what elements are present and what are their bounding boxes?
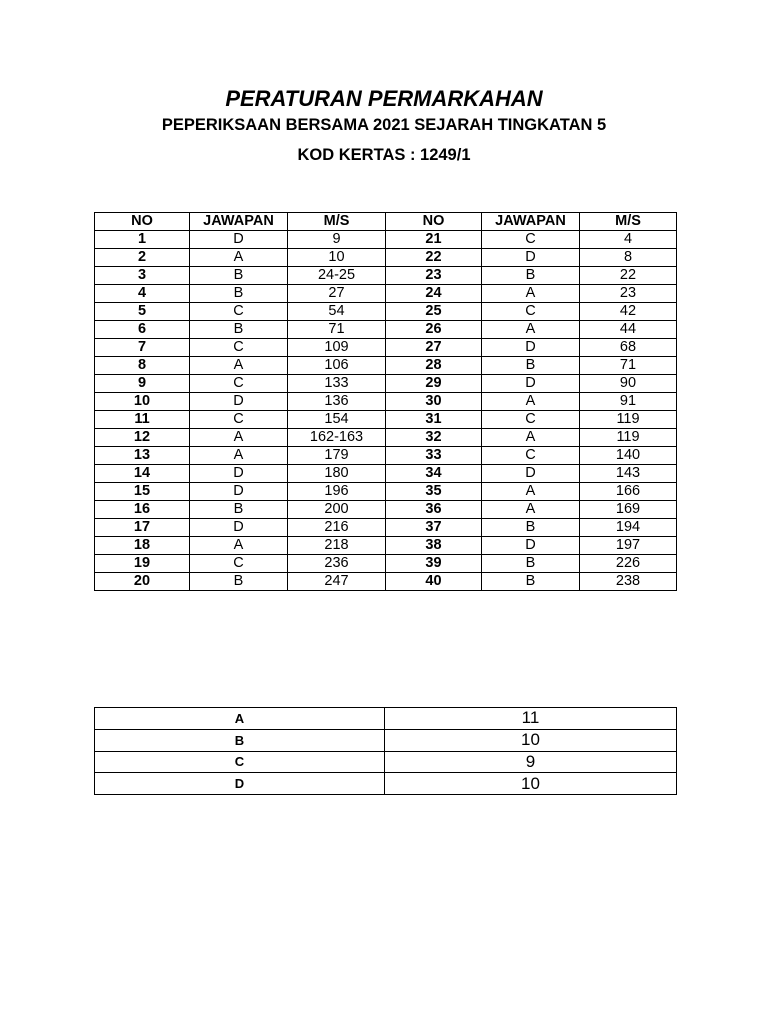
question-number: 12 [95,429,190,447]
table-row [95,321,677,339]
answer-letter: A [482,285,580,303]
answer-letter: B [482,555,580,573]
question-number: 16 [95,501,190,519]
summary-row [95,708,677,730]
table-row [95,357,677,375]
table-row [95,339,677,357]
page-reference: 154 [288,411,386,429]
answer-letter: B [482,267,580,285]
page-reference: 44 [580,321,677,339]
page-reference: 216 [288,519,386,537]
summary-row [95,773,677,795]
page-reference: 9 [288,231,386,249]
answer-letter: A [190,429,288,447]
question-number: 13 [95,447,190,465]
answer-letter: C [482,447,580,465]
answer-letter: A [190,447,288,465]
answer-count: 10 [385,729,677,751]
table-header-row [95,213,677,231]
question-number: 36 [386,501,482,519]
page-reference: 71 [288,321,386,339]
question-number: 21 [386,231,482,249]
answer-letter: B [482,519,580,537]
question-number: 30 [386,393,482,411]
question-number: 14 [95,465,190,483]
page-reference: 24-25 [288,267,386,285]
question-number: 32 [386,429,482,447]
question-number: 38 [386,537,482,555]
answer-letter: C [190,303,288,321]
table-row [95,231,677,249]
answer-letter: D [190,231,288,249]
answer-letter: B [482,357,580,375]
answer-letter: A [190,537,288,555]
answer-option: A [95,708,385,730]
summary-row [95,751,677,773]
page-reference: 10 [288,249,386,267]
question-number: 5 [95,303,190,321]
answer-letter: C [482,411,580,429]
page-reference: 162-163 [288,429,386,447]
table-row [95,537,677,555]
answer-letter: D [482,339,580,357]
answer-letter: C [190,555,288,573]
page-reference: 136 [288,393,386,411]
page-reference: 166 [580,483,677,501]
page-reference: 194 [580,519,677,537]
page-reference: 90 [580,375,677,393]
question-number: 27 [386,339,482,357]
answer-letter: A [482,393,580,411]
question-number: 31 [386,411,482,429]
answer-letter: A [482,483,580,501]
question-number: 25 [386,303,482,321]
page-reference: 247 [288,573,386,591]
page-reference: 218 [288,537,386,555]
question-number: 15 [95,483,190,501]
page-reference: 140 [580,447,677,465]
page-reference: 106 [288,357,386,375]
page-reference: 226 [580,555,677,573]
answer-letter: D [482,465,580,483]
question-number: 11 [95,411,190,429]
answer-letter: D [482,249,580,267]
question-number: 7 [95,339,190,357]
page-reference: 180 [288,465,386,483]
page-reference: 236 [288,555,386,573]
column-header: JAWAPAN [482,213,580,231]
summary-row [95,729,677,751]
table-row [95,465,677,483]
question-number: 6 [95,321,190,339]
answer-letter: B [190,321,288,339]
page-reference: 109 [288,339,386,357]
question-number: 29 [386,375,482,393]
question-number: 20 [95,573,190,591]
question-number: 19 [95,555,190,573]
page-reference: 200 [288,501,386,519]
question-number: 34 [386,465,482,483]
answer-letter: B [190,573,288,591]
question-number: 17 [95,519,190,537]
answer-letter: D [190,465,288,483]
answer-table-body [95,231,677,591]
question-number: 26 [386,321,482,339]
page-reference: 143 [580,465,677,483]
exam-subtitle: PEPERIKSAAN BERSAMA 2021 SEJARAH TINGKATAN 5 [161,116,607,134]
question-number: 39 [386,555,482,573]
question-number: 40 [386,573,482,591]
answer-count-table [94,707,677,795]
answer-letter: D [482,537,580,555]
page-reference: 133 [288,375,386,393]
column-header: NO [386,213,482,231]
question-number: 24 [386,285,482,303]
question-number: 10 [95,393,190,411]
table-row [95,429,677,447]
paper-code: KOD KERTAS : 1249/1 [297,146,471,164]
column-header: M/S [580,213,677,231]
table-row [95,573,677,591]
table-row [95,483,677,501]
table-row [95,393,677,411]
page-reference: 119 [580,429,677,447]
answer-letter: C [482,231,580,249]
table-row [95,519,677,537]
question-number: 23 [386,267,482,285]
page-reference: 4 [580,231,677,249]
summary-table-body [95,708,677,795]
column-header: M/S [288,213,386,231]
page-reference: 91 [580,393,677,411]
answer-option: C [95,751,385,773]
answer-letter: C [482,303,580,321]
page-reference: 197 [580,537,677,555]
page-reference: 54 [288,303,386,321]
table-row [95,285,677,303]
page-reference: 71 [580,357,677,375]
answer-letter: A [482,501,580,519]
table-row [95,375,677,393]
answer-letter: A [482,429,580,447]
page-reference: 119 [580,411,677,429]
answer-letter: B [482,573,580,591]
page-reference: 68 [580,339,677,357]
question-number: 8 [95,357,190,375]
question-number: 37 [386,519,482,537]
answer-letter: D [190,519,288,537]
page-reference: 8 [580,249,677,267]
page-reference: 23 [580,285,677,303]
table-row [95,555,677,573]
column-header: JAWAPAN [190,213,288,231]
column-header: NO [95,213,190,231]
answer-letter: C [190,339,288,357]
answer-option: D [95,773,385,795]
table-row [95,501,677,519]
page-reference: 238 [580,573,677,591]
answer-count: 11 [385,708,677,730]
answer-letter: B [190,501,288,519]
question-number: 33 [386,447,482,465]
answer-letter: A [190,357,288,375]
question-number: 4 [95,285,190,303]
page-reference: 196 [288,483,386,501]
answer-letter: D [190,393,288,411]
answer-letter: C [190,411,288,429]
answer-count: 10 [385,773,677,795]
answer-key-table [94,212,677,591]
table-row [95,411,677,429]
question-number: 22 [386,249,482,267]
page-reference: 42 [580,303,677,321]
answer-letter: A [482,321,580,339]
page-title: PERATURAN PERMARKAHAN [225,86,543,111]
question-number: 3 [95,267,190,285]
question-number: 9 [95,375,190,393]
answer-option: B [95,729,385,751]
answer-letter: D [190,483,288,501]
answer-letter: B [190,267,288,285]
page-reference: 179 [288,447,386,465]
answer-letter: A [190,249,288,267]
question-number: 1 [95,231,190,249]
table-row [95,447,677,465]
answer-letter: C [190,375,288,393]
answer-count: 9 [385,751,677,773]
table-row [95,267,677,285]
question-number: 18 [95,537,190,555]
question-number: 35 [386,483,482,501]
table-row [95,303,677,321]
question-number: 2 [95,249,190,267]
page-reference: 22 [580,267,677,285]
page-reference: 169 [580,501,677,519]
table-row [95,249,677,267]
answer-letter: B [190,285,288,303]
question-number: 28 [386,357,482,375]
answer-letter: D [482,375,580,393]
page-reference: 27 [288,285,386,303]
